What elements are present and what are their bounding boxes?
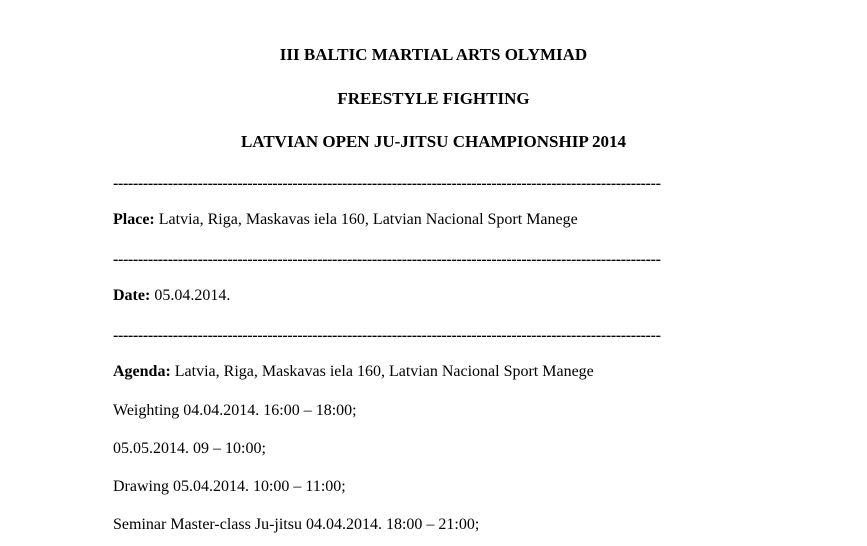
agenda-label: Agenda: [113, 363, 171, 380]
agenda-item-weighting-day2: 05.05.2014. 09 – 10:00; [113, 440, 266, 457]
place-label: Place: [113, 211, 155, 228]
date-label: Date: [113, 287, 151, 304]
agenda-line [113, 362, 594, 382]
separator-line: -------------------------------------------------------------------------------------------------------------- [113, 327, 661, 344]
place-value: Latvia, Riga, Maskavas iela 160, Latvian Nacional Sport Manege [154, 211, 578, 228]
agenda-value: Latvia, Riga, Maskavas iela 160, Latvian Nacional Sport Manege [170, 363, 594, 380]
date-value: 05.04.2014. [150, 287, 231, 304]
date-line [113, 286, 230, 306]
separator-line: -------------------------------------------------------------------------------------------------------------- [113, 175, 661, 192]
document-subtitle: FREESTYLE FIGHTING [337, 89, 530, 108]
agenda-item-seminar: Seminar Master-class Ju-jitsu 04.04.2014. 18:00 – 21:00; [113, 516, 480, 533]
championship-title: LATVIAN OPEN JU-JITSU CHAMPIONSHIP 2014 [240, 132, 627, 151]
separator-line: -------------------------------------------------------------------------------------------------------------- [113, 251, 661, 268]
place-line [113, 210, 578, 230]
document-title: III BALTIC MARTIAL ARTS OLYMIAD [279, 45, 588, 64]
agenda-item-drawing: Drawing 05.04.2014. 10:00 – 11:00; [113, 478, 346, 495]
agenda-item-weighting: Weighting 04.04.2014. 16:00 – 18:00; [113, 402, 357, 419]
